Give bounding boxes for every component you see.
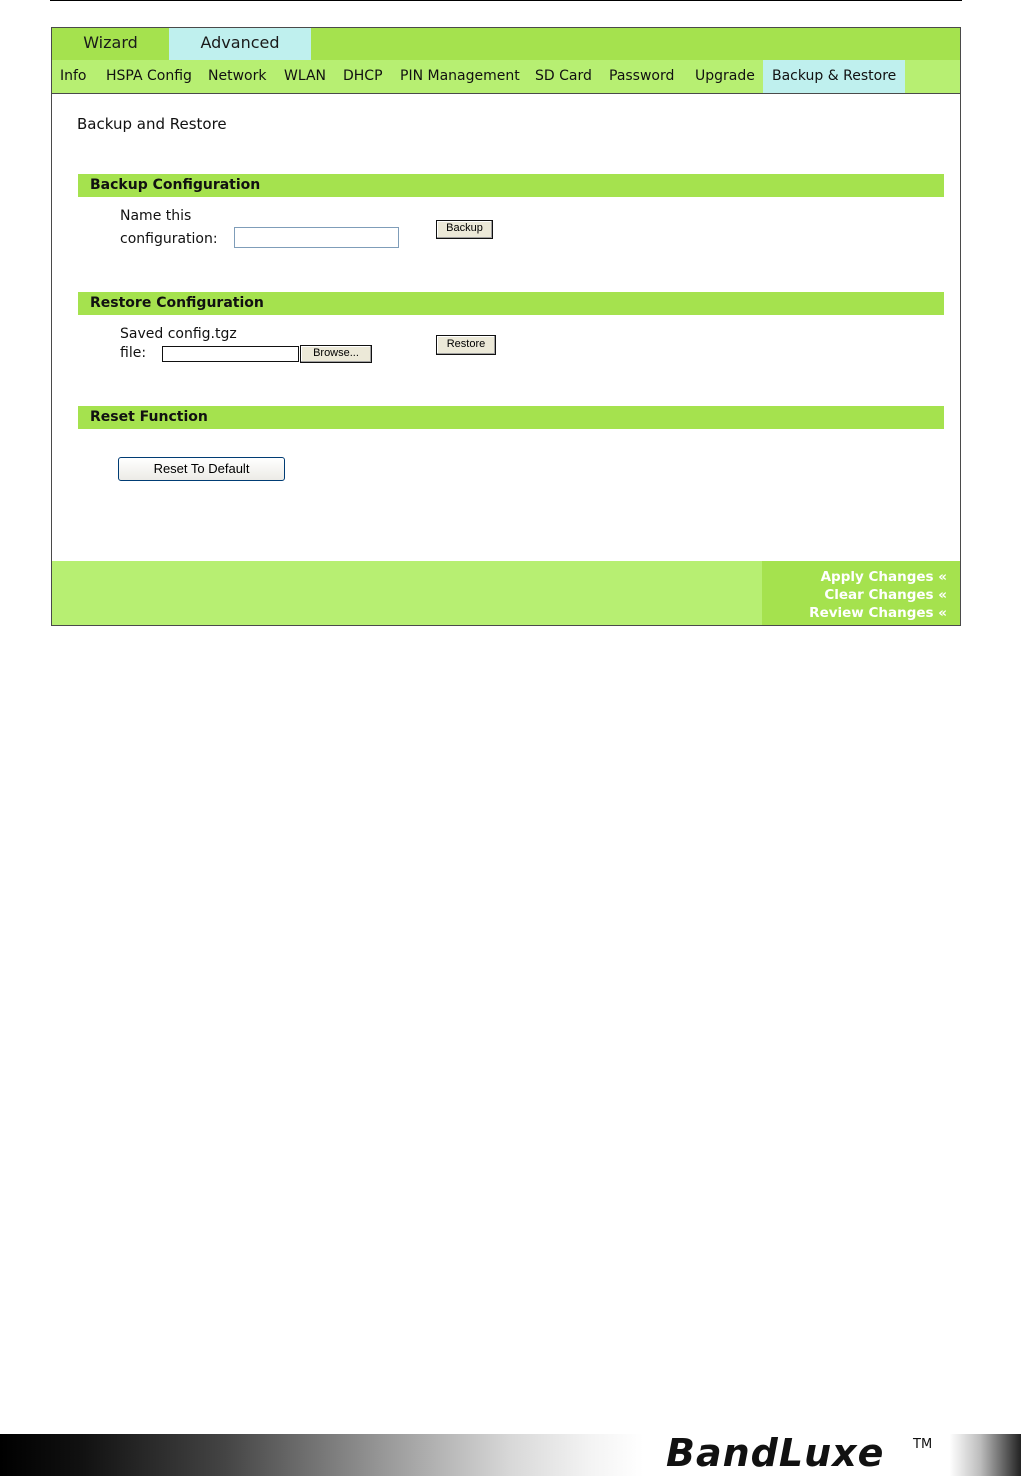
- sub-navigation: [52, 60, 960, 94]
- browse-button[interactable]: Browse...: [300, 345, 372, 363]
- bandluxe-logo: BandLuxe: [666, 1431, 885, 1475]
- restore-button[interactable]: Restore: [436, 335, 496, 355]
- top-rule: [50, 0, 962, 1]
- restore-file-label-line2: file:: [120, 345, 147, 361]
- restore-file-label-line1: Saved config.tgz: [120, 326, 237, 342]
- review-changes-link[interactable]: Review Changes «: [809, 605, 947, 621]
- reset-section-header: Reset Function: [78, 406, 944, 429]
- config-name-input[interactable]: [234, 227, 399, 248]
- backup-name-label-line1: Name this: [120, 208, 192, 224]
- backup-section-header: Backup Configuration: [78, 174, 944, 197]
- footer-actions: [762, 561, 960, 625]
- subnav-backup-restore[interactable]: Backup & Restore: [763, 60, 905, 93]
- footer-bar: [52, 561, 960, 625]
- subnav-password[interactable]: Password: [609, 68, 675, 84]
- config-file-input[interactable]: [162, 346, 299, 362]
- subnav-pin-management[interactable]: PIN Management: [400, 68, 520, 84]
- subnav-dhcp[interactable]: DHCP: [343, 68, 383, 84]
- router-admin-panel: [51, 27, 961, 626]
- subnav-upgrade[interactable]: Upgrade: [695, 68, 755, 84]
- trademark-mark: TM: [913, 1437, 933, 1452]
- subnav-wlan[interactable]: WLAN: [284, 68, 327, 84]
- tab-wizard[interactable]: Wizard: [83, 33, 138, 52]
- backup-name-label-line2: configuration:: [120, 231, 218, 247]
- page-title: Backup and Restore: [77, 115, 227, 133]
- apply-changes-link[interactable]: Apply Changes «: [820, 569, 947, 585]
- reset-to-default-button[interactable]: Reset To Default: [118, 457, 285, 481]
- subnav-sd-card[interactable]: SD Card: [535, 68, 592, 84]
- backup-button[interactable]: Backup: [436, 220, 493, 239]
- subnav-network[interactable]: Network: [208, 68, 267, 84]
- main-tabs: [52, 28, 960, 60]
- subnav-hspa-config[interactable]: HSPA Config: [106, 68, 192, 84]
- subnav-info[interactable]: Info: [60, 68, 87, 84]
- tab-advanced[interactable]: Advanced: [169, 28, 311, 60]
- restore-section-header: Restore Configuration: [78, 292, 944, 315]
- clear-changes-link[interactable]: Clear Changes «: [824, 587, 947, 603]
